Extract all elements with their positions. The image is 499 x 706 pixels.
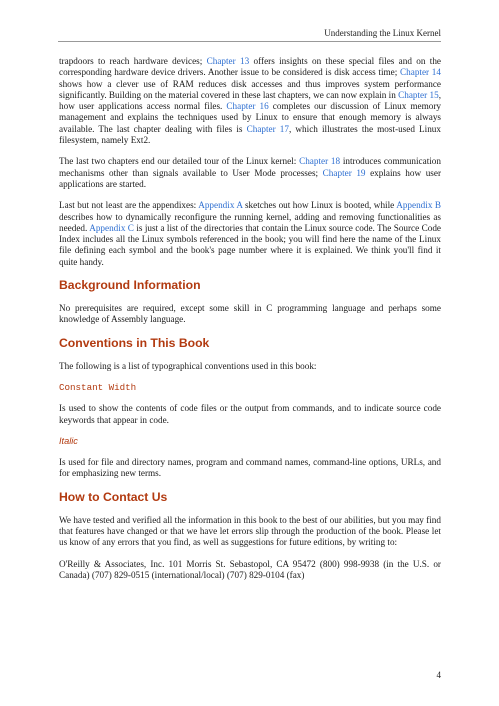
contact-paragraph-1: We have tested and verified all the information in this book to the best of our abilities, but you may find that features have changed or that we have let errors slip through the production of the book. Please let us know of any errors that you find, as well as suggestions for future editions, by writing to:	[59, 514, 441, 548]
background-heading: Background Information	[59, 278, 201, 293]
intro-paragraph-1	[59, 56, 441, 146]
running-header: Understanding the Linux Kernel	[324, 28, 441, 38]
cross-reference-link[interactable]: Chapter 19	[322, 167, 366, 178]
page-body	[59, 56, 441, 591]
cross-reference-link[interactable]: Chapter 16	[226, 101, 269, 112]
contact-address: O'Reilly & Associates, Inc. 101 Morris St. Sebastopol, CA 95472 (800) 998-9938 (in the U.S. or Canada) (707) 829-0515 (international/local) (707) 829-0104 (fax)	[59, 558, 441, 580]
cross-reference-link[interactable]: Appendix C	[89, 222, 134, 233]
background-text: No prerequisites are required, except some skill in C programming language and perhaps some knowledge of Assembly language.	[59, 303, 441, 325]
body-text: explains how user applications are started.	[59, 167, 442, 189]
term-constant-width: Constant Width	[59, 381, 137, 393]
body-text: describes how to dynamically reconfigure the running kernel, adding and removing functionalities as needed.	[59, 211, 441, 233]
intro-paragraph-2	[59, 156, 441, 190]
cross-reference-link[interactable]: Chapter 17	[246, 123, 289, 134]
def-constant-width: Is used to show the contents of code files or the output from commands, and to indicate source code keywords that appear in code.	[59, 403, 441, 425]
body-text: shows how a clever use of RAM reduces disk accesses and thus improves system performance significantly. Building on the material covered in these last chapters, we can now explain in	[59, 78, 441, 100]
cross-reference-link[interactable]: Chapter 13	[206, 56, 250, 66]
cross-reference-link[interactable]: Chapter 18	[299, 156, 341, 167]
body-text: Last but not least are the appendixes:	[59, 200, 199, 211]
conventions-heading: Conventions in This Book	[59, 335, 210, 350]
body-text: The last two chapters end our detailed tour of the Linux kernel:	[59, 156, 300, 167]
body-text: introduces communication mechanisms other than signals available to User Mode processes;	[59, 156, 441, 178]
cross-reference-link[interactable]: Chapter 15	[398, 89, 439, 100]
cross-reference-link[interactable]: Appendix B	[396, 200, 442, 211]
conventions-intro: The following is a list of typographical conventions used in this book:	[59, 360, 317, 371]
body-text: sketches out how Linux is booted, while	[242, 200, 397, 211]
body-text: completes our discussion of Linux memory management and explains the techniques used by Linux to ensure that enough memory is always available. The last chapter dealing with files is	[59, 101, 442, 134]
body-text: is just a list of the directories that contain the Linux source code. The Source Code Index includes all the Linux symbols referenced in the book; you will find here the name of the Linux file defining each symbol and the book's page number where it is explained. We think you'll find it quite handy.	[59, 222, 441, 267]
cross-reference-link[interactable]: Chapter 14	[400, 67, 441, 78]
term-italic: Italic	[59, 435, 78, 446]
header-rule	[58, 41, 441, 42]
body-text: trapdoors to reach hardware devices;	[59, 56, 207, 66]
contact-heading: How to Contact Us	[59, 489, 168, 504]
body-text: , which illustrates the most-used Linux filesystem, namely Ext2.	[59, 123, 441, 146]
page-number: 4	[436, 670, 441, 680]
def-italic: Is used for file and directory names, program and command names, command-line options, URLs, and for emphasizing new terms.	[59, 457, 441, 479]
cross-reference-link[interactable]: Appendix A	[198, 200, 243, 211]
intro-paragraph-3	[59, 200, 441, 268]
body-text: offers insights on these special files and on the corresponding hardware device drivers. Another issue to be considered is disk access time;	[59, 56, 441, 78]
body-text: , how user applications access normal files.	[59, 89, 441, 112]
